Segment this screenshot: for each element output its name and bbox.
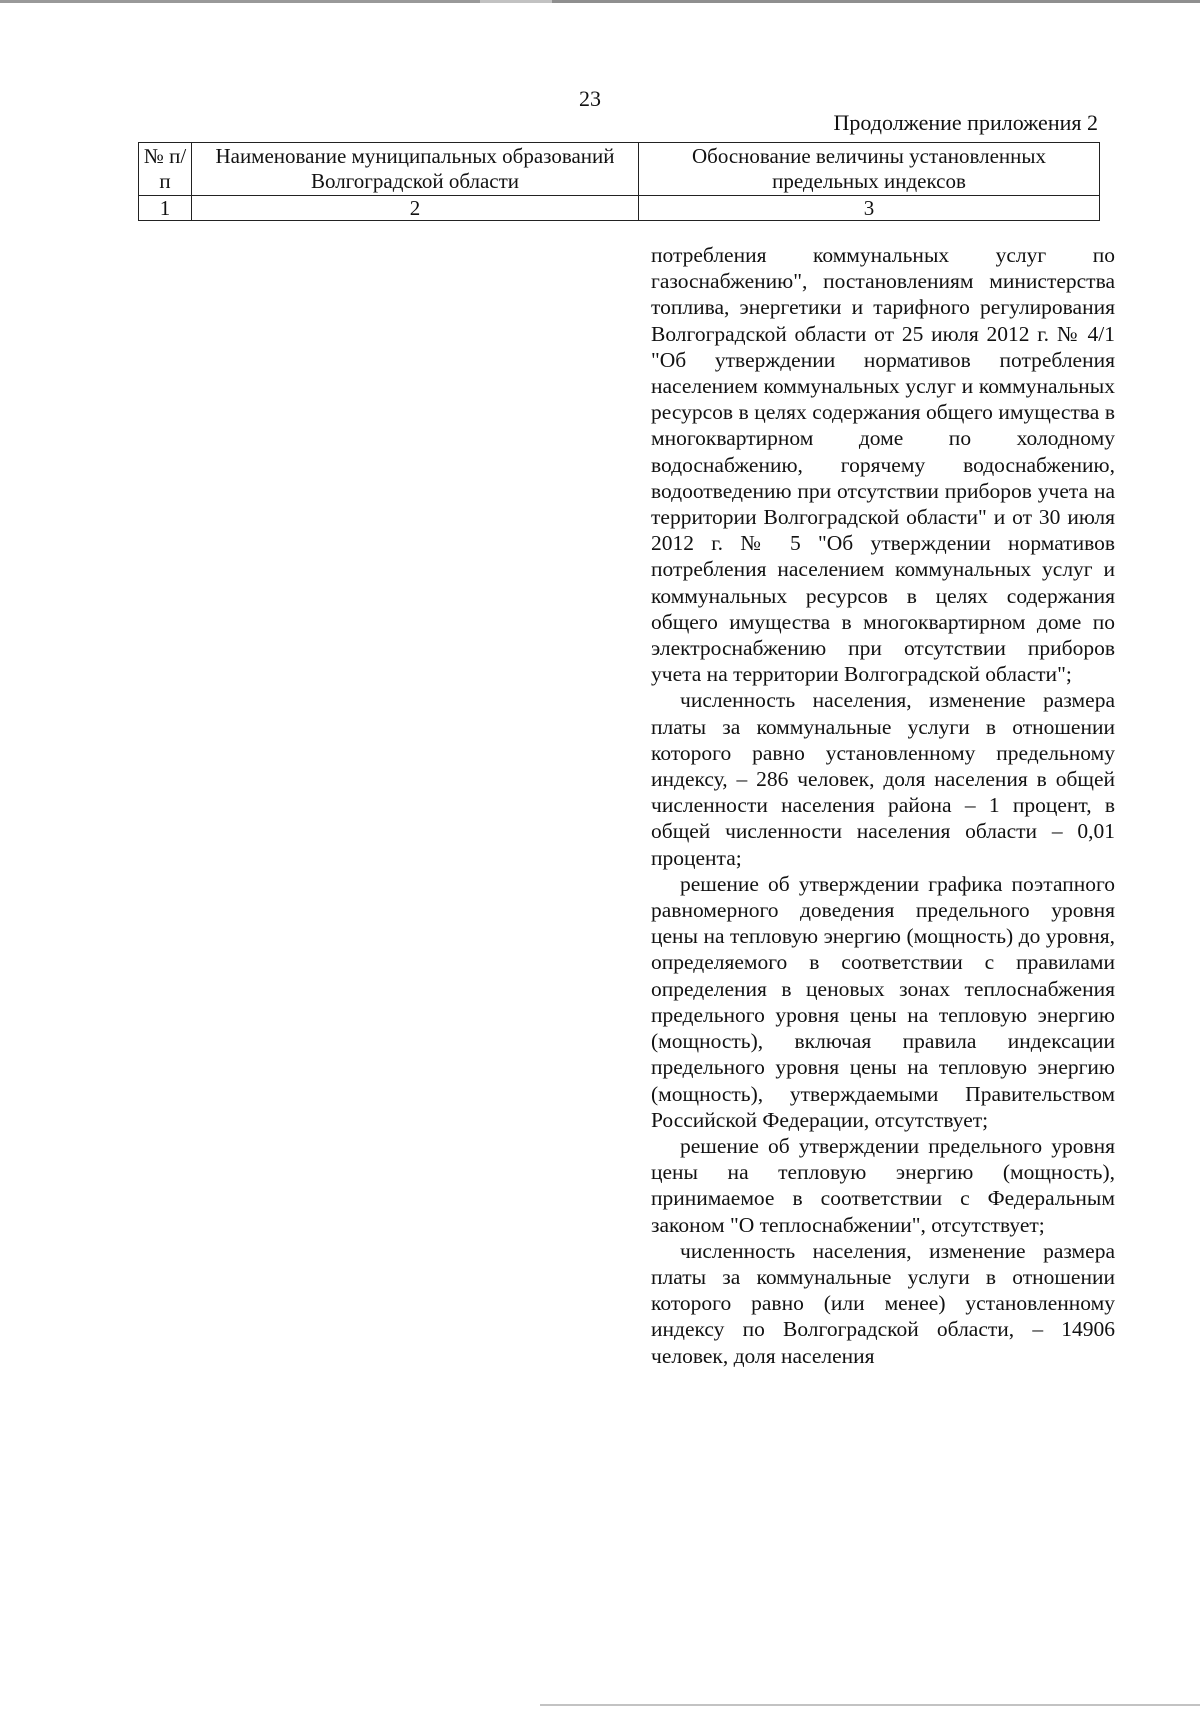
column-number-2: 2 [192, 196, 639, 221]
header-table [138, 142, 1100, 221]
paragraph: потребления коммунальных услуг по газоснабжению", постановлениям министерства топлива, энергетики и тарифного регулирования Волгоградской области от 25 июля 2012 г. № 4/1 "Об утверждении нормативов потребления населением коммунальных услуг и коммунальных ресурсов в целях содержания общего имущества в многоквартирном доме по холодному водоснабжению, горячему водоснабжению, водоотведению при отсутствии приборов учета на территории Волгоградской области" и от 30 июля 2012 г. № 5 "Об утверждении нормативов потребления населением коммунальных услуг и коммунальных ресурсов в целях содержания общего имущества в многоквартирном доме по электроснабжению при отсутствии приборов учета на территории Волгоградской области"; [651, 243, 1115, 687]
column-number-3: 3 [639, 196, 1100, 221]
continuation-label: Продолжение приложения 2 [833, 110, 1098, 135]
table-header-row [139, 143, 1100, 196]
paragraph: решение об утверждении предельного уровня цены на тепловую энергию (мощность), принимаемое в соответствии с Федеральным законом "О теплоснабжении", отсутствует; [651, 1133, 1115, 1237]
scan-bottom-edge [540, 1704, 1200, 1706]
column-number-row [139, 196, 1100, 221]
justification-text [651, 242, 1115, 1369]
paragraph: решение об утверждении графика поэтапного равномерного доведения предельного уровня цены на тепловую энергию (мощность) до уровня, определяемого в соответствии с правилами определения в ценовых зонах теплоснабжения предельного уровня цены на тепловую энергию (мощность), включая правила индексации предельного уровня цены на тепловую энергию (мощность), утверждаемыми Правительством Российской Федерации, отсутствует; [651, 871, 1115, 1132]
paragraph: численность населения, изменение размера платы за коммунальные услуги в отношении которого равно (или менее) установленному индексу по Волгоградской области, – 14906 человек, доля населения [651, 1238, 1115, 1368]
page-number: 23 [579, 86, 601, 111]
scan-top-edge [0, 0, 1200, 3]
column-number-1: 1 [139, 196, 192, 221]
header-col-municipality: Наименование муниципальных образований Волгоградской области [192, 143, 639, 196]
paragraph: численность населения, изменение размера платы за коммунальные услуги в отношении которого равно установленному предельному индексу, – 286 человек, доля населения в общей численности населения района – 1 процент, в общей численности населения области – 0,01 процента; [651, 688, 1115, 870]
header-col-number: № п/п [139, 143, 192, 196]
header-col-justification: Обоснование величины установленных предельных индексов [639, 143, 1100, 196]
